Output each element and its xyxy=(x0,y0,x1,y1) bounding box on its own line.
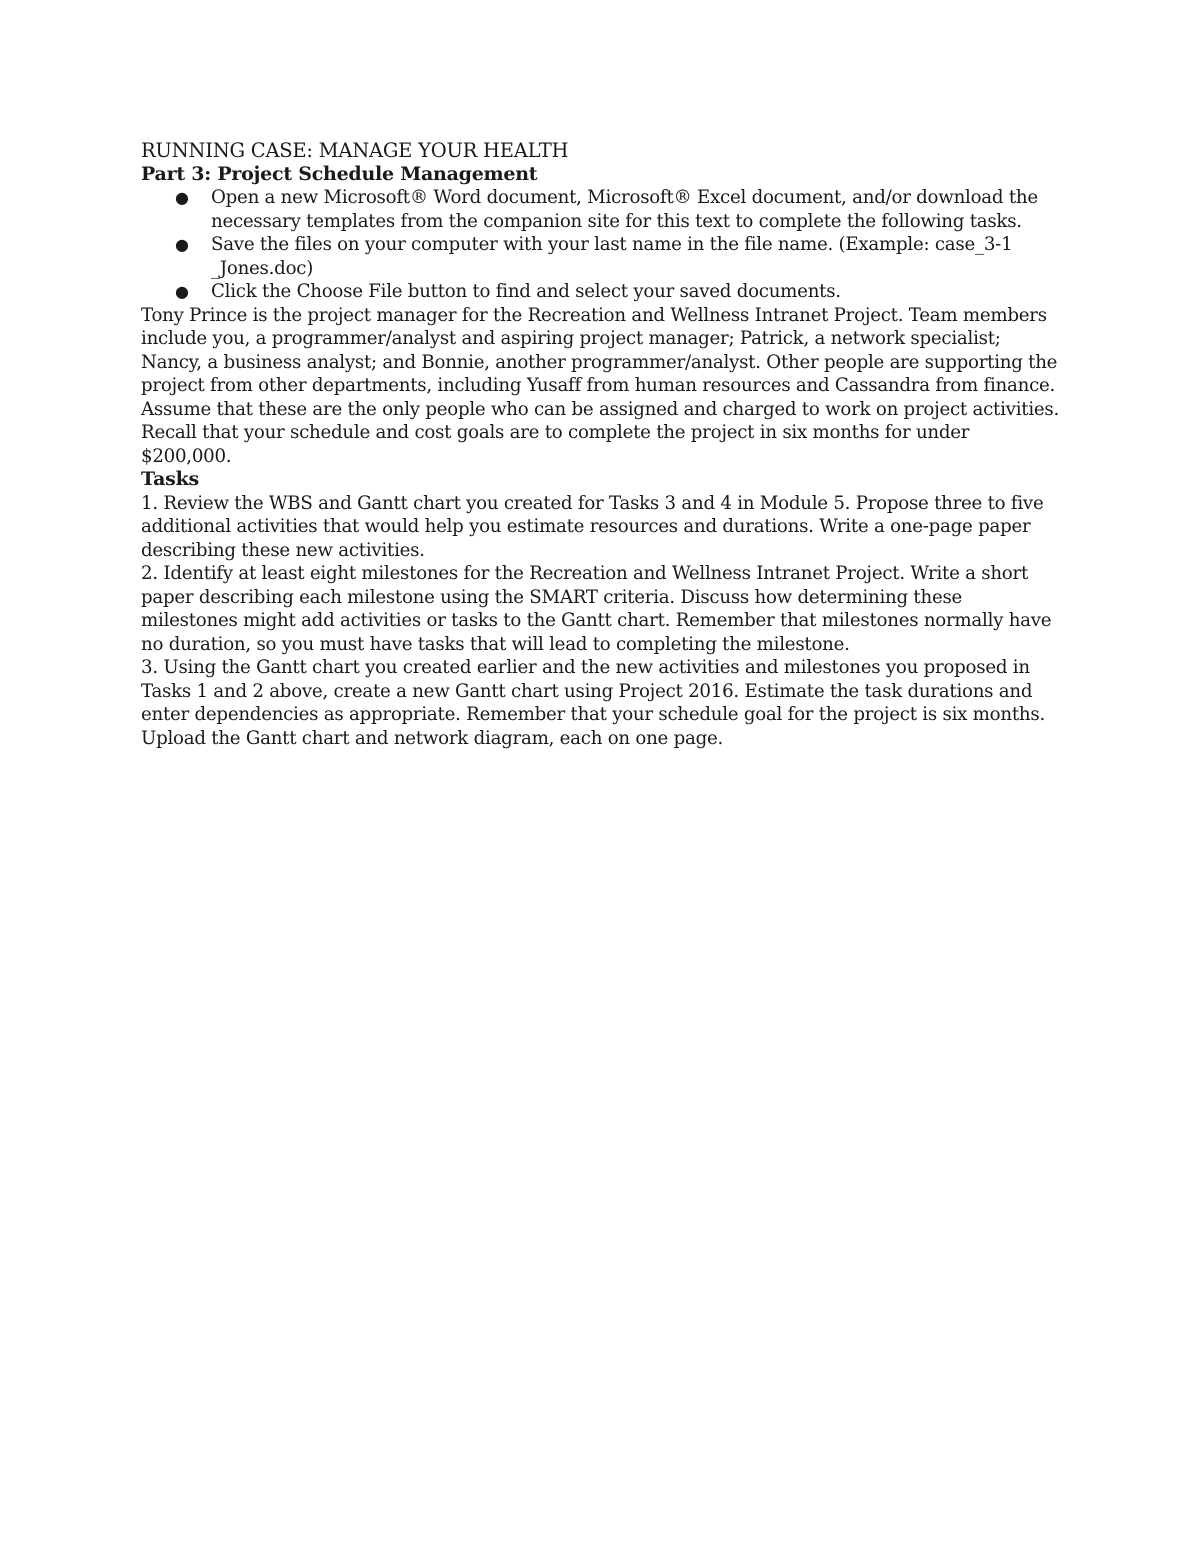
bullet-icon: ● xyxy=(175,282,189,301)
task-item: 3. Using the Gantt chart you created earlier and the new activities and milestones you proposed in Tasks 1 and 2 above, create a new Gantt chart using Project 2016. Estimate the task durations and enter dependencies as appropriate. Remember that your schedule goal for the project is six months. Upload the Gantt chart and network diagram, each on one page. xyxy=(141,657,1045,749)
document-title: RUNNING CASE: MANAGE YOUR HEALTH xyxy=(141,139,569,162)
list-item xyxy=(175,233,1061,280)
intro-paragraph: Tony Prince is the project manager for the Recreation and Wellness Intranet Project. Team members include you, a programmer/analyst and aspiring project manager; Patrick, a network specialist; Nancy, a business analyst; and Bonnie, another programmer/analyst. Other people are supporting the project from other departments, including Yusaff from human resources and Cassandra from finance. Assume that these are the only people who can be assigned and charged to work on project activities. Recall that your schedule and cost goals are to complete the project in six months for under $200,000. xyxy=(141,304,1060,467)
document-page xyxy=(141,139,1061,750)
task-item: 2. Identify at least eight milestones for the Recreation and Wellness Intranet Project. Write a short paper describing each milestone using the SMART criteria. Discuss how determining these milestones might add activities or tasks to the Gantt chart. Remember that milestones normally have no duration, so you must have tasks that will lead to completing the milestone. xyxy=(141,563,1052,655)
list-item-text: Click the Choose File button to find and select your saved documents. xyxy=(211,281,841,302)
list-item xyxy=(175,186,1061,233)
bullet-icon: ● xyxy=(175,188,189,207)
list-item-text: Save the files on your computer with your last name in the file name. (Example: case_3-1 _Jones.doc) xyxy=(211,234,1013,279)
document-subtitle: Part 3: Project Schedule Management xyxy=(141,162,538,185)
task-item: 1. Review the WBS and Gantt chart you created for Tasks 3 and 4 in Module 5. Propose three to five additional activities that would help you estimate resources and durations. Write a one-page paper describing these new activities. xyxy=(141,492,1044,561)
instruction-list xyxy=(141,186,1061,304)
list-item-text: Open a new Microsoft® Word document, Microsoft® Excel document, and/or download the necessary templates from the companion site for this text to complete the following tasks. xyxy=(211,187,1038,232)
list-item xyxy=(175,280,1061,304)
bullet-icon: ● xyxy=(175,235,189,254)
tasks-heading: Tasks xyxy=(141,468,199,490)
